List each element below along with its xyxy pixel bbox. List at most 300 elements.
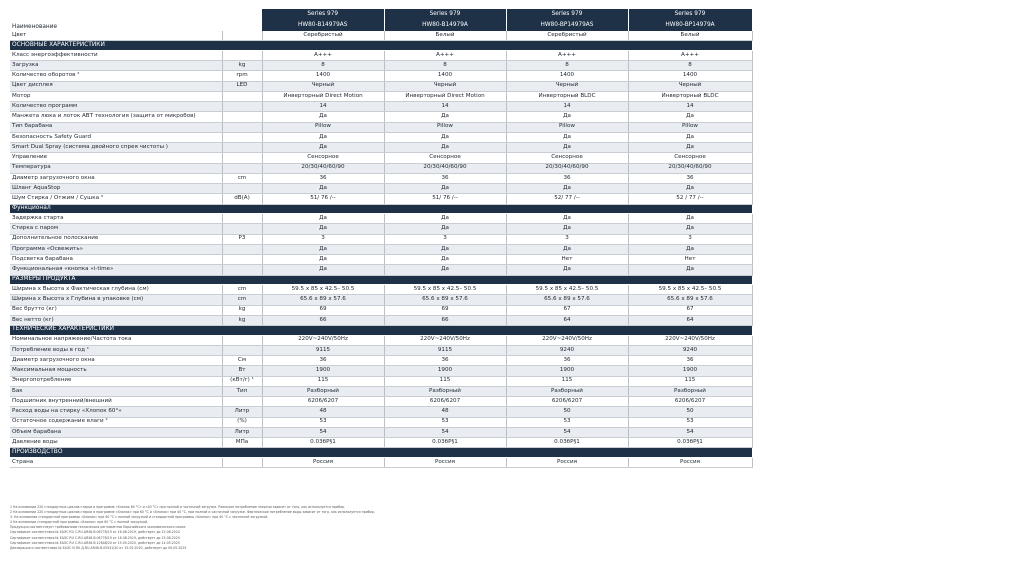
row-label: Класс энергоэффективности — [10, 50, 222, 60]
row-unit: Вт — [222, 366, 262, 376]
row-value: 54 — [628, 427, 752, 437]
row-value: Pillow — [506, 122, 628, 132]
row-value: 50 — [628, 407, 752, 417]
row-value: Инверторный BLDC — [628, 91, 752, 101]
row-value: 36 — [384, 356, 506, 366]
row-value: Да — [262, 255, 384, 265]
row-value: 52 / 77 /-- — [628, 194, 752, 204]
row-label: Страна — [10, 457, 222, 467]
row-value: 1400 — [506, 71, 628, 81]
model-series: Series 979 — [384, 9, 506, 21]
section-title: ТЕХНИЧЕСКИЕ ХАРАКТЕРИСТИКИ — [10, 326, 752, 336]
row-value: Сенсорное — [262, 153, 384, 163]
row-unit: kg — [222, 61, 262, 71]
row-value: 3 — [628, 234, 752, 244]
row-value: 115 — [384, 376, 506, 386]
table-row — [10, 61, 752, 71]
row-value: 65.6 x 89 x 57.6 — [384, 295, 506, 305]
row-value: 20/30/40/60/90 — [262, 163, 384, 173]
table-row — [10, 234, 752, 244]
row-value: 220V~240V/50Hz — [384, 335, 506, 345]
row-value: 14 — [384, 102, 506, 112]
row-value: A+++ — [262, 50, 384, 60]
row-value: Да — [384, 214, 506, 224]
row-value: 36 — [262, 173, 384, 183]
row-value: 59.5 x 85 x 42.5– 50.5 — [384, 285, 506, 295]
row-label: Количество программ — [10, 102, 222, 112]
row-value: Да — [506, 224, 628, 234]
row-label: Бак — [10, 386, 222, 396]
row-value: Инверторный BLDC — [506, 91, 628, 101]
row-unit: P3 — [222, 234, 262, 244]
row-unit — [222, 50, 262, 60]
table-row — [10, 50, 752, 60]
row-value: Разборный — [628, 386, 752, 396]
row-label: Стирка с паром — [10, 224, 222, 234]
section-title: РАЗМЕРЫ ПРОДУКТА — [10, 275, 752, 285]
row-value: 65.6 x 89 x 57.6 — [506, 295, 628, 305]
row-value: 1400 — [384, 71, 506, 81]
row-label: Объем барабана — [10, 427, 222, 437]
row-unit: cm — [222, 285, 262, 295]
row-unit — [222, 345, 262, 355]
row-value: 9240 — [628, 345, 752, 355]
footnote-line: 4 На основании стандартной программы «Хлопок» при 60 °С с полной загрузкой. — [10, 520, 149, 525]
row-unit — [222, 255, 262, 265]
row-unit — [222, 153, 262, 163]
section-title: Функционал — [10, 204, 752, 214]
row-label: Smart Dual Spray (система двойного спрея чистоты ) — [10, 143, 222, 153]
table-row — [10, 376, 752, 386]
footnote-line: Сертификат соответствия № ЕАЭС RU С-RU.АЯ46.В.06778/19 от 16.08.2019, действует до 15.08.2024 — [10, 530, 180, 535]
row-value: Да — [262, 265, 384, 275]
table-row — [10, 417, 752, 427]
row-unit: МПа — [222, 438, 262, 448]
row-value: Да — [384, 132, 506, 142]
row-value: Россия — [506, 457, 628, 467]
row-value: 52/ 77 /-- — [506, 194, 628, 204]
row-value: Разборный — [384, 386, 506, 396]
row-unit: LED — [222, 81, 262, 91]
table-row — [10, 305, 752, 315]
table-row — [10, 386, 752, 396]
row-value: Инверторный Direct Motion — [384, 91, 506, 101]
row-value: 220V~240V/50Hz — [628, 335, 752, 345]
row-value: Да — [628, 214, 752, 224]
row-value: 59.5 x 85 x 42.5– 50.5 — [628, 285, 752, 295]
row-label: Диаметр загрузочного окна — [10, 173, 222, 183]
row-label: Цвет дисплея — [10, 81, 222, 91]
row-value: 59.5 x 85 x 42.5– 50.5 — [506, 285, 628, 295]
row-value: 6206/6207 — [628, 397, 752, 407]
footnotes — [10, 505, 610, 551]
row-label: Подшипник внутренний/внешний — [10, 397, 222, 407]
row-value: Инверторный Direct Motion — [262, 91, 384, 101]
section-title: ОСНОВНЫЕ ХАРАКТЕРИСТИКИ — [10, 41, 752, 51]
table-row — [10, 184, 752, 194]
row-value: Разборный — [506, 386, 628, 396]
table-row — [10, 224, 752, 234]
row-value: 3 — [262, 234, 384, 244]
row-value: 1900 — [384, 366, 506, 376]
row-value: Pillow — [628, 122, 752, 132]
row-value: Да — [506, 184, 628, 194]
row-value: 6206/6207 — [262, 397, 384, 407]
row-value: 8 — [262, 61, 384, 71]
row-label: Манжета люка и лоток ABT технология (защита от микробов) — [10, 112, 222, 122]
row-value: Pillow — [262, 122, 384, 132]
row-label: Задержка старта — [10, 214, 222, 224]
row-unit: kg — [222, 305, 262, 315]
row-value: A+++ — [628, 50, 752, 60]
row-value: Да — [628, 132, 752, 142]
row-unit — [222, 214, 262, 224]
row-value: 220V~240V/50Hz — [506, 335, 628, 345]
row-unit: cm — [222, 173, 262, 183]
row-label: Давление воды — [10, 438, 222, 448]
row-value: 54 — [506, 427, 628, 437]
row-value: Сенсорное — [628, 153, 752, 163]
row-value: 65.6 x 89 x 57.6 — [628, 295, 752, 305]
row-label: Дополнительное полоскание — [10, 234, 222, 244]
footnote-line: Продукция соответствует требованиям технических регламентов Евразийского экономического союза — [10, 525, 186, 530]
row-label: Подсветка барабана — [10, 255, 222, 265]
row-value: Да — [262, 112, 384, 122]
row-value: 115 — [628, 376, 752, 386]
row-value: 59.5 x 85 x 42.5– 50.5 — [262, 285, 384, 295]
table-row — [10, 366, 752, 376]
row-value: Россия — [628, 457, 752, 467]
row-value: Да — [506, 143, 628, 153]
row-value: 48 — [262, 407, 384, 417]
row-value: 14 — [628, 102, 752, 112]
row-value: 53 — [506, 417, 628, 427]
row-value: 51/ 76 /-- — [262, 194, 384, 204]
row-unit: cm — [222, 295, 262, 305]
table-row — [10, 244, 752, 254]
row-value: Да — [262, 132, 384, 142]
table-row — [10, 295, 752, 305]
row-unit — [222, 122, 262, 132]
row-value: 1400 — [628, 71, 752, 81]
row-value: 51/ 76 /-- — [384, 194, 506, 204]
row-unit: См — [222, 356, 262, 366]
row-value: 67 — [506, 305, 628, 315]
model-series: Series 979 — [262, 9, 384, 21]
row-value: Да — [628, 244, 752, 254]
section-header — [10, 448, 752, 458]
row-value: 64 — [628, 315, 752, 325]
row-value: A+++ — [506, 50, 628, 60]
header-series-row — [10, 9, 752, 21]
row-value: 53 — [262, 417, 384, 427]
row-value: 50 — [506, 407, 628, 417]
row-value: 48 — [384, 407, 506, 417]
row-label: Шланг AquaStop — [10, 184, 222, 194]
row-value: 20/30/40/60/90 — [628, 163, 752, 173]
row-unit: Литр — [222, 407, 262, 417]
row-unit — [222, 112, 262, 122]
row-value: 3 — [384, 234, 506, 244]
row-value: Да — [506, 112, 628, 122]
table-row — [10, 397, 752, 407]
row-unit: rpm — [222, 71, 262, 81]
row-value: Да — [506, 265, 628, 275]
row-value: Россия — [262, 457, 384, 467]
table-row — [10, 122, 752, 132]
row-value: 14 — [262, 102, 384, 112]
row-value: 9240 — [506, 345, 628, 355]
row-value: 54 — [384, 427, 506, 437]
table-row — [10, 255, 752, 265]
model-code: HW80-BP14979AS — [506, 21, 628, 31]
table-row — [10, 356, 752, 366]
row-unit — [222, 143, 262, 153]
row-value: 1900 — [262, 366, 384, 376]
row-label: Количество оборотов ² — [10, 71, 222, 81]
table-row — [10, 91, 752, 101]
row-value: Да — [628, 112, 752, 122]
footnote-line: 1 На основании 220 стандартных циклов стирки в программе «Хлопок 60 °С» и «40 °С» при полной и частичной загрузке. Реальное потребление энергии зависит от того, как используется прибор. — [10, 505, 346, 509]
table-row — [10, 285, 752, 295]
footnote-line: Сертификат соответствия № ЕАЭС RU С-RU.АЯ46.В.12648/20 от 15.05.2020, действует до 14.05.2025 — [10, 540, 180, 545]
row-value: 36 — [506, 356, 628, 366]
row-label: Управление — [10, 153, 222, 163]
table-row — [10, 345, 752, 355]
row-label: Расход воды на стирку «Хлопок 60°» — [10, 407, 222, 417]
model-code: HW80-BP14979A — [628, 21, 752, 31]
row-value: 0.03бР§1 — [262, 438, 384, 448]
row-value: 220V~240V/50Hz — [262, 335, 384, 345]
table-row — [10, 315, 752, 325]
row-value: Да — [628, 265, 752, 275]
row-value: 69 — [262, 305, 384, 315]
row-value: Да — [384, 112, 506, 122]
section-header — [10, 204, 752, 214]
section-header — [10, 41, 752, 51]
spec-table-body — [10, 9, 752, 468]
row-value: 36 — [628, 356, 752, 366]
row-value: Да — [262, 244, 384, 254]
row-value: 69 — [384, 305, 506, 315]
row-value: 66 — [384, 315, 506, 325]
row-label: Безопасность Safety Guard — [10, 132, 222, 142]
row-label: Потребление воды в год ¹ — [10, 345, 222, 355]
row-value: Белый — [384, 31, 506, 41]
row-value: 1400 — [262, 71, 384, 81]
table-row — [10, 457, 752, 467]
table-row — [10, 427, 752, 437]
row-label: Вес нетто (кг) — [10, 315, 222, 325]
row-value: 0.03бР§1 — [628, 438, 752, 448]
row-label: Цвет — [10, 31, 222, 41]
model-code: HW80-B14979AS — [262, 21, 384, 31]
row-value: Да — [384, 255, 506, 265]
row-label: Диаметр загрузочного окна — [10, 356, 222, 366]
row-label: Шум Стирка / Отжим / Сушка ³ — [10, 194, 222, 204]
row-label: Номинальное напряжение/Частота тока — [10, 335, 222, 345]
row-value: Pillow — [384, 122, 506, 132]
row-value: Нет — [628, 255, 752, 265]
table-row — [10, 31, 752, 41]
row-value: 66 — [262, 315, 384, 325]
row-unit — [222, 184, 262, 194]
row-value: 14 — [506, 102, 628, 112]
spec-sheet — [10, 9, 752, 468]
row-value: Черный — [506, 81, 628, 91]
table-row — [10, 132, 752, 142]
row-value: Серебристый — [262, 31, 384, 41]
row-unit — [222, 224, 262, 234]
table-row — [10, 214, 752, 224]
row-unit — [222, 91, 262, 101]
row-unit: kg — [222, 315, 262, 325]
row-value: 36 — [628, 173, 752, 183]
row-label: Ширина x Высота x Фактическая глубина (см) — [10, 285, 222, 295]
row-unit: Литр — [222, 427, 262, 437]
row-value: Россия — [384, 457, 506, 467]
row-value: Черный — [628, 81, 752, 91]
row-label: Максимальная мощность — [10, 366, 222, 376]
spec-table — [10, 9, 753, 468]
row-unit: Тип — [222, 386, 262, 396]
row-value: 0.03бР§1 — [506, 438, 628, 448]
row-unit: dB(A) — [222, 194, 262, 204]
section-header — [10, 275, 752, 285]
row-value: Серебристый — [506, 31, 628, 41]
table-row — [10, 153, 752, 163]
table-row — [10, 143, 752, 153]
row-unit — [222, 244, 262, 254]
row-value: Сенсорное — [506, 153, 628, 163]
row-value: 8 — [506, 61, 628, 71]
row-value: Черный — [262, 81, 384, 91]
footnote-line: 2 На основании 220 стандартных циклов стирки в программе «Хлопок» при 60 °С и «Хлопок» при 40 °С, при полной и частичной загрузке. Фактическое потребление воды зависит от того, как используется прибор. — [10, 510, 375, 515]
row-unit: (%) — [222, 417, 262, 427]
table-row — [10, 194, 752, 204]
row-value: Да — [628, 143, 752, 153]
model-series: Series 979 — [628, 9, 752, 21]
row-label: Функциональная «кнопка «i-time» — [10, 265, 222, 275]
row-unit — [222, 457, 262, 467]
row-unit — [222, 335, 262, 345]
row-label: Загрузка — [10, 61, 222, 71]
row-value: 115 — [262, 376, 384, 386]
row-value: 36 — [384, 173, 506, 183]
footnote-line: 3. На основании стандартной программы «Хлопок» при 60 °С с полной загрузкой и стандартной программы «Хлопок» при 40 °С с частичной загрузкой. — [10, 515, 269, 520]
row-value: Да — [506, 214, 628, 224]
row-label: Температура — [10, 163, 222, 173]
row-value: Нет — [506, 255, 628, 265]
table-row — [10, 265, 752, 275]
row-unit — [222, 265, 262, 275]
row-value: 8 — [628, 61, 752, 71]
row-value: 53 — [628, 417, 752, 427]
table-row — [10, 438, 752, 448]
row-value: 1900 — [506, 366, 628, 376]
table-row — [10, 81, 752, 91]
row-value: Сенсорное — [384, 153, 506, 163]
row-value: 53 — [384, 417, 506, 427]
row-value: 6206/6207 — [384, 397, 506, 407]
row-value: 0.03бР§1 — [384, 438, 506, 448]
row-value: Да — [506, 132, 628, 142]
section-header — [10, 326, 752, 336]
row-value: Да — [384, 224, 506, 234]
table-row — [10, 71, 752, 81]
model-code: HW80-B14979A — [384, 21, 506, 31]
row-label: Программа «Освежить» — [10, 244, 222, 254]
row-unit — [222, 163, 262, 173]
row-value: 115 — [506, 376, 628, 386]
row-value: Да — [384, 244, 506, 254]
row-unit — [222, 102, 262, 112]
row-unit: (кВт/г) ¹ — [222, 376, 262, 386]
row-value: Да — [506, 244, 628, 254]
row-unit — [222, 132, 262, 142]
table-row — [10, 173, 752, 183]
row-value: Да — [262, 214, 384, 224]
row-label: Вес брутто (кг) — [10, 305, 222, 315]
row-value: 8 — [384, 61, 506, 71]
row-value: Да — [384, 265, 506, 275]
row-unit — [222, 31, 262, 41]
row-value: Да — [262, 224, 384, 234]
row-label: Мотор — [10, 91, 222, 101]
row-value: Да — [384, 184, 506, 194]
table-row — [10, 163, 752, 173]
header-model-row — [10, 21, 752, 31]
row-value: Да — [262, 143, 384, 153]
row-value: Да — [628, 184, 752, 194]
row-value: 36 — [262, 356, 384, 366]
row-value: 54 — [262, 427, 384, 437]
row-value: 36 — [506, 173, 628, 183]
row-value: 20/30/40/60/90 — [506, 163, 628, 173]
row-value: Да — [628, 224, 752, 234]
row-label: Тип барабана — [10, 122, 222, 132]
row-value: 9115 — [262, 345, 384, 355]
row-value: Черный — [384, 81, 506, 91]
footnote-line: Сертификат соответствия № ЕАЭС RU С-RU.АЯ46.В.06778/19 от 16.08.2019, действует до 15.08.2024 — [10, 535, 180, 540]
section-title: ПРОИЗВОДСТВО — [10, 448, 752, 458]
row-label: Остаточное содержание влаги ² — [10, 417, 222, 427]
row-value: 65.6 x 89 x 57.6 — [262, 295, 384, 305]
row-unit — [222, 397, 262, 407]
row-value: Разборный — [262, 386, 384, 396]
row-value: 20/30/40/60/90 — [384, 163, 506, 173]
row-value: 64 — [506, 315, 628, 325]
table-row — [10, 407, 752, 417]
row-value: Да — [262, 184, 384, 194]
model-series: Series 979 — [506, 9, 628, 21]
row-value: Белый — [628, 31, 752, 41]
name-column-header: Наименование — [10, 21, 222, 31]
row-value: Да — [384, 143, 506, 153]
table-row — [10, 112, 752, 122]
footnote-line: Декларация о соответствии № ЕАЭС N RU Д-RU.АЯ46.В.05541/20 от 15.05.2020, действует до 09.05.2025 — [10, 545, 187, 550]
row-value: 6206/6207 — [506, 397, 628, 407]
row-value: A+++ — [384, 50, 506, 60]
row-label: Энергопотребление — [10, 376, 222, 386]
table-row — [10, 335, 752, 345]
row-value: 67 — [628, 305, 752, 315]
row-value: 3 — [506, 234, 628, 244]
row-value: 9115 — [384, 345, 506, 355]
row-value: 1900 — [628, 366, 752, 376]
row-label: Ширина x Высота x Глубина в упаковке (см) — [10, 295, 222, 305]
table-row — [10, 102, 752, 112]
